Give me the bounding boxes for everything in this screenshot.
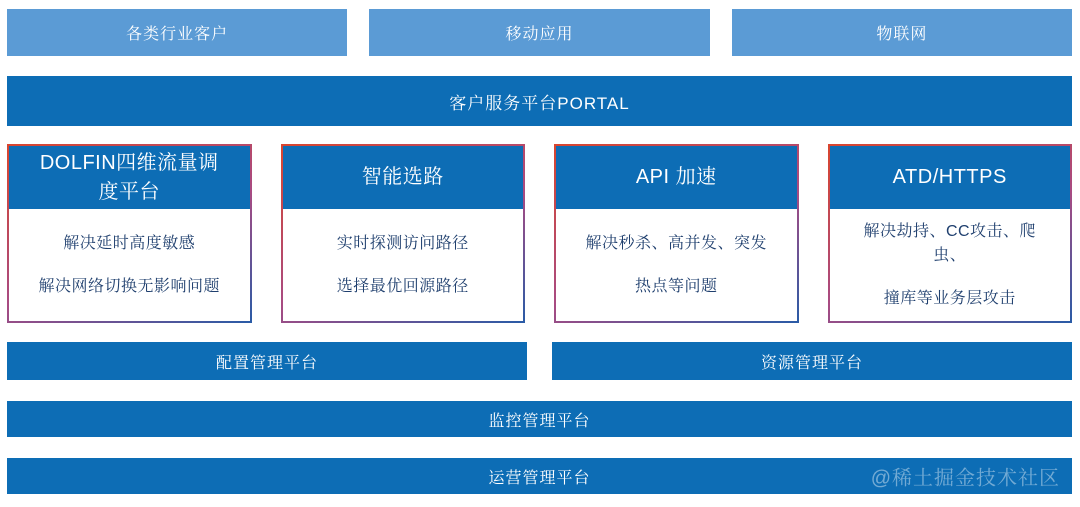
client-box-mobile bbox=[369, 9, 709, 56]
card-dolfin-body bbox=[9, 209, 250, 321]
card-dolfin-title: DOLFIN四维流量调度平台 bbox=[9, 146, 250, 209]
card-dolfin-line: 解决延时高度敏感 bbox=[63, 234, 196, 252]
card-atd-https-line: 撞库等业务层攻击 bbox=[883, 289, 1016, 307]
card-api-acceleration-line: 解决秒杀、高并发、突发 bbox=[585, 234, 767, 252]
feature-cards-row bbox=[7, 144, 1072, 323]
client-box-industry-label: 各类行业客户 bbox=[126, 26, 229, 43]
monitor-management-bar bbox=[7, 401, 1072, 437]
card-api-acceleration-line: 热点等问题 bbox=[634, 277, 718, 295]
card-dolfin-line: 解决网络切换无影响问题 bbox=[38, 277, 220, 295]
client-box-iot bbox=[732, 9, 1072, 56]
card-dolfin bbox=[7, 144, 252, 323]
portal-bar bbox=[7, 76, 1072, 126]
client-types-row bbox=[7, 9, 1072, 56]
card-api-acceleration bbox=[554, 144, 799, 323]
card-smart-routing-line: 实时探测访问路径 bbox=[336, 234, 469, 252]
card-api-acceleration-title: API 加速 bbox=[556, 146, 797, 209]
card-api-acceleration-body bbox=[556, 209, 797, 321]
portal-bar-label: 客户服务平台PORTAL bbox=[449, 93, 630, 113]
config-management-bar bbox=[7, 342, 527, 380]
management-pair-row bbox=[7, 342, 1072, 380]
card-smart-routing-line: 选择最优回源路径 bbox=[336, 277, 469, 295]
card-atd-https-title: ATD/HTTPS bbox=[830, 146, 1071, 209]
client-box-mobile-label: 移动应用 bbox=[505, 26, 574, 43]
resource-management-label: 资源管理平台 bbox=[760, 354, 863, 372]
resource-management-bar bbox=[552, 342, 1072, 380]
operation-management-label: 运营管理平台 bbox=[488, 469, 591, 487]
card-atd-https-line: 解决劫持、CC攻击、爬虫、 bbox=[863, 222, 1037, 264]
watermark: @稀土掘金技术社区 bbox=[870, 467, 1060, 490]
card-atd-https-body bbox=[830, 209, 1071, 321]
client-box-industry bbox=[7, 9, 347, 56]
card-smart-routing bbox=[281, 144, 526, 323]
card-smart-routing-title: 智能选路 bbox=[283, 146, 524, 209]
monitor-management-label: 监控管理平台 bbox=[488, 412, 591, 430]
operation-management-bar bbox=[7, 458, 1072, 494]
client-box-iot-label: 物联网 bbox=[876, 26, 928, 43]
config-management-label: 配置管理平台 bbox=[215, 354, 318, 372]
card-smart-routing-body bbox=[283, 209, 524, 321]
card-atd-https bbox=[828, 144, 1073, 323]
